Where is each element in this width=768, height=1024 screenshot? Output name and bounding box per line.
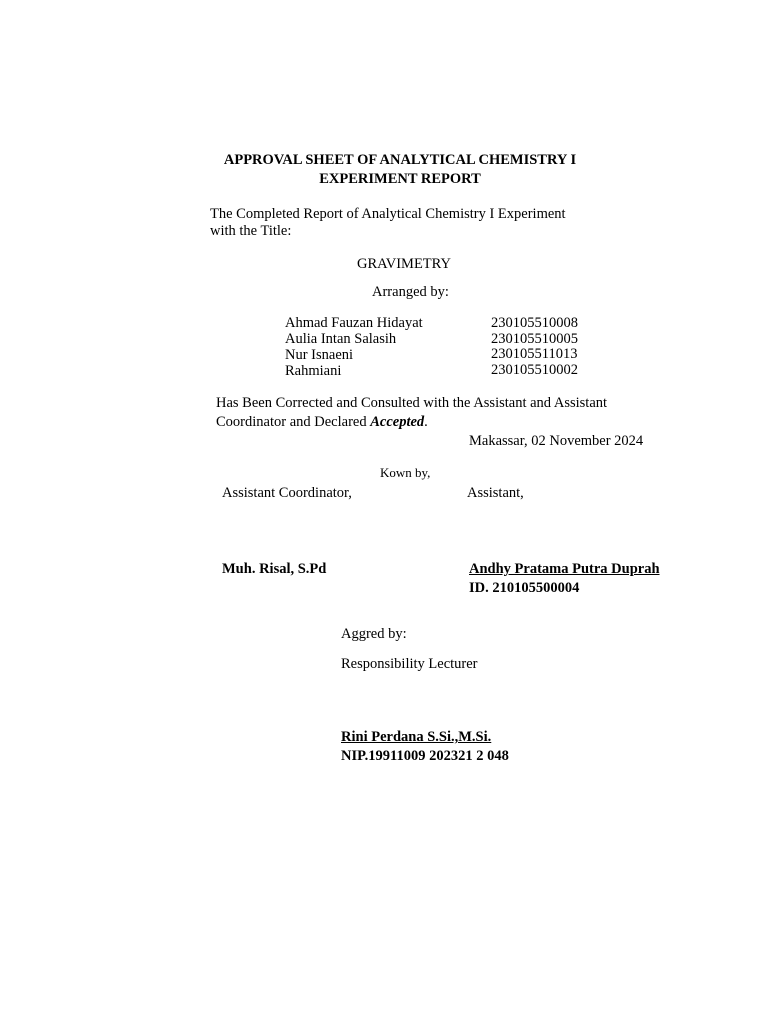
document-title-line-1: APPROVAL SHEET OF ANALYTICAL CHEMISTRY I xyxy=(223,152,577,168)
lecturer-name: Rini Perdana S.Si.,M.Si. xyxy=(341,729,492,745)
assistant-name: Andhy Pratama Putra Duprah xyxy=(469,561,660,577)
report-title: GRAVIMETRY xyxy=(357,256,451,272)
intro-text-line-2: with the Title: xyxy=(210,223,292,239)
statement-line-2 xyxy=(216,414,428,431)
statement-line-1: Has Been Corrected and Consulted with the Assistant and Assistant xyxy=(216,395,608,411)
assistant-id: ID. 210105500004 xyxy=(469,580,580,596)
member-name: Ahmad Fauzan Hidayat xyxy=(285,315,423,331)
statement-prefix: Coordinator and Declared xyxy=(216,414,371,430)
lecturer-nip: NIP.19911009 202321 2 048 xyxy=(341,748,509,764)
lecturer-role: Responsibility Lecturer xyxy=(341,656,478,672)
document-title-line-2: EXPERIMENT REPORT xyxy=(319,171,481,187)
coordinator-name: Muh. Risal, S.Pd xyxy=(222,561,327,577)
member-name: Rahmiani xyxy=(285,363,342,379)
statement-period: . xyxy=(424,414,428,430)
place-date: Makassar, 02 November 2024 xyxy=(469,433,644,449)
assistant-role: Assistant, xyxy=(467,485,524,501)
member-name: Nur Isnaeni xyxy=(285,347,354,363)
member-id: 230105510008 xyxy=(491,315,578,331)
intro-text-line-1: The Completed Report of Analytical Chemistry I Experiment xyxy=(210,206,566,222)
arranged-by-label: Arranged by: xyxy=(372,284,449,300)
member-id: 230105510002 xyxy=(491,362,578,378)
coordinator-role: Assistant Coordinator, xyxy=(222,485,352,501)
agreed-by-label: Aggred by: xyxy=(341,626,407,642)
member-id: 230105510005 xyxy=(491,331,578,347)
member-id: 230105511013 xyxy=(491,346,578,362)
known-by-label: Kown by, xyxy=(380,465,431,480)
accepted-word: Accepted xyxy=(370,414,425,430)
member-name: Aulia Intan Salasih xyxy=(285,331,397,347)
